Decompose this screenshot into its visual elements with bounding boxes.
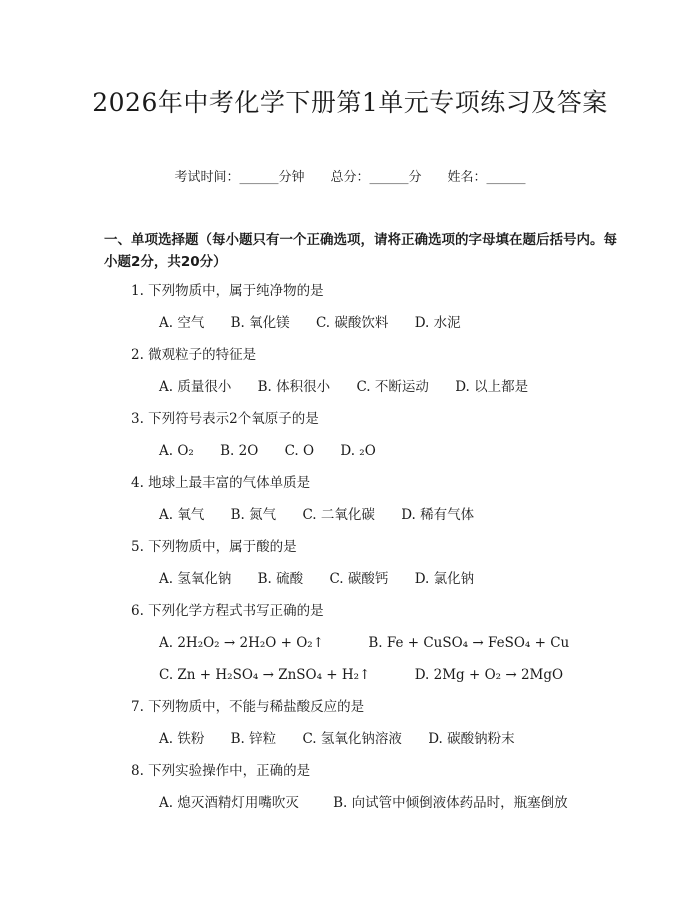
question-options: [159, 728, 537, 750]
section-heading: 一、单项选择题（每小题只有一个正确选项，请将正确选项的字母填在题后括号内。每小题2分，共20分）: [104, 232, 617, 270]
question-options: [159, 568, 496, 590]
total-score-field: 总分：______分: [330, 170, 422, 185]
option-c: C. 氢氧化钠溶液: [302, 731, 402, 747]
option-b: B. 氮气: [230, 507, 277, 523]
option-b: B. 向试管中倾倒液体药品时，瓶塞倒放: [333, 795, 568, 811]
option-d: D. 水泥: [414, 315, 461, 331]
option-c: C. 碳酸饮料: [315, 315, 389, 331]
question-stem: 8. 下列实验操作中，正确的是: [131, 763, 311, 779]
question-stem: 7. 下列物质中，不能与稀盐酸反应的是: [131, 699, 365, 715]
question-options: [159, 664, 585, 686]
option-c: C. 不断运动: [356, 379, 429, 395]
option-b: B. 硫酸: [257, 571, 304, 587]
option-a: A. 质量很小: [159, 379, 232, 395]
question-options: [159, 792, 590, 814]
option-a: A. 熄灭酒精灯用嘴吹灭: [159, 795, 299, 811]
document-title: 2026年中考化学下册第1单元专项练习及答案: [92, 88, 608, 117]
option-a: A. 氧气: [159, 507, 205, 523]
option-d: D. 2Mg + O₂ → 2MgO: [414, 667, 564, 683]
option-c: C. 二氧化碳: [302, 507, 375, 523]
question-stem: 6. 下列化学方程式书写正确的是: [131, 603, 324, 619]
option-d: D. 碳酸钠粉末: [428, 731, 515, 747]
question-stem: 2. 微观粒子的特征是: [131, 347, 257, 363]
option-d: D. 稀有气体: [401, 507, 475, 523]
exam-time-field: 考试时间：______分钟: [174, 170, 305, 185]
option-a: A. 氢氧化钠: [159, 571, 232, 587]
option-b: B. 2O: [220, 443, 259, 459]
exam-meta-line: [0, 167, 700, 189]
option-b: B. 锌粒: [230, 731, 277, 747]
question-options: [159, 312, 483, 334]
option-c: C. Zn + H₂SO₄ → ZnSO₄ + H₂↑: [159, 667, 371, 683]
question-stem: 3. 下列符号表示2个氧原子的是: [131, 411, 319, 427]
option-b: B. Fe + CuSO₄ → FeSO₄ + Cu: [368, 635, 570, 651]
option-b: B. 氧化镁: [230, 315, 290, 331]
option-a: A. 空气: [159, 315, 205, 331]
option-a: A. 铁粉: [159, 731, 205, 747]
question-stem: 1. 下列物质中，属于纯净物的是: [131, 283, 324, 299]
question-options: [159, 376, 550, 398]
option-b: B. 体积很小: [257, 379, 331, 395]
option-d: D. 氯化钠: [414, 571, 475, 587]
option-c: C. 碳酸钙: [329, 571, 389, 587]
option-a: A. 2H₂O₂ → 2H₂O + O₂↑: [159, 635, 325, 651]
option-a: A. O₂: [159, 443, 194, 459]
option-d: D. 以上都是: [455, 379, 529, 395]
question-stem: 5. 下列物质中，属于酸的是: [131, 539, 297, 555]
question-stem: 4. 地球上最丰富的气体单质是: [131, 475, 311, 491]
question-options: [159, 440, 398, 462]
student-name-field: 姓名：______: [447, 170, 526, 185]
option-d: D. ₂O: [340, 443, 376, 459]
option-c: C. O: [284, 443, 315, 459]
question-options: [159, 632, 591, 654]
question-options: [159, 504, 496, 526]
